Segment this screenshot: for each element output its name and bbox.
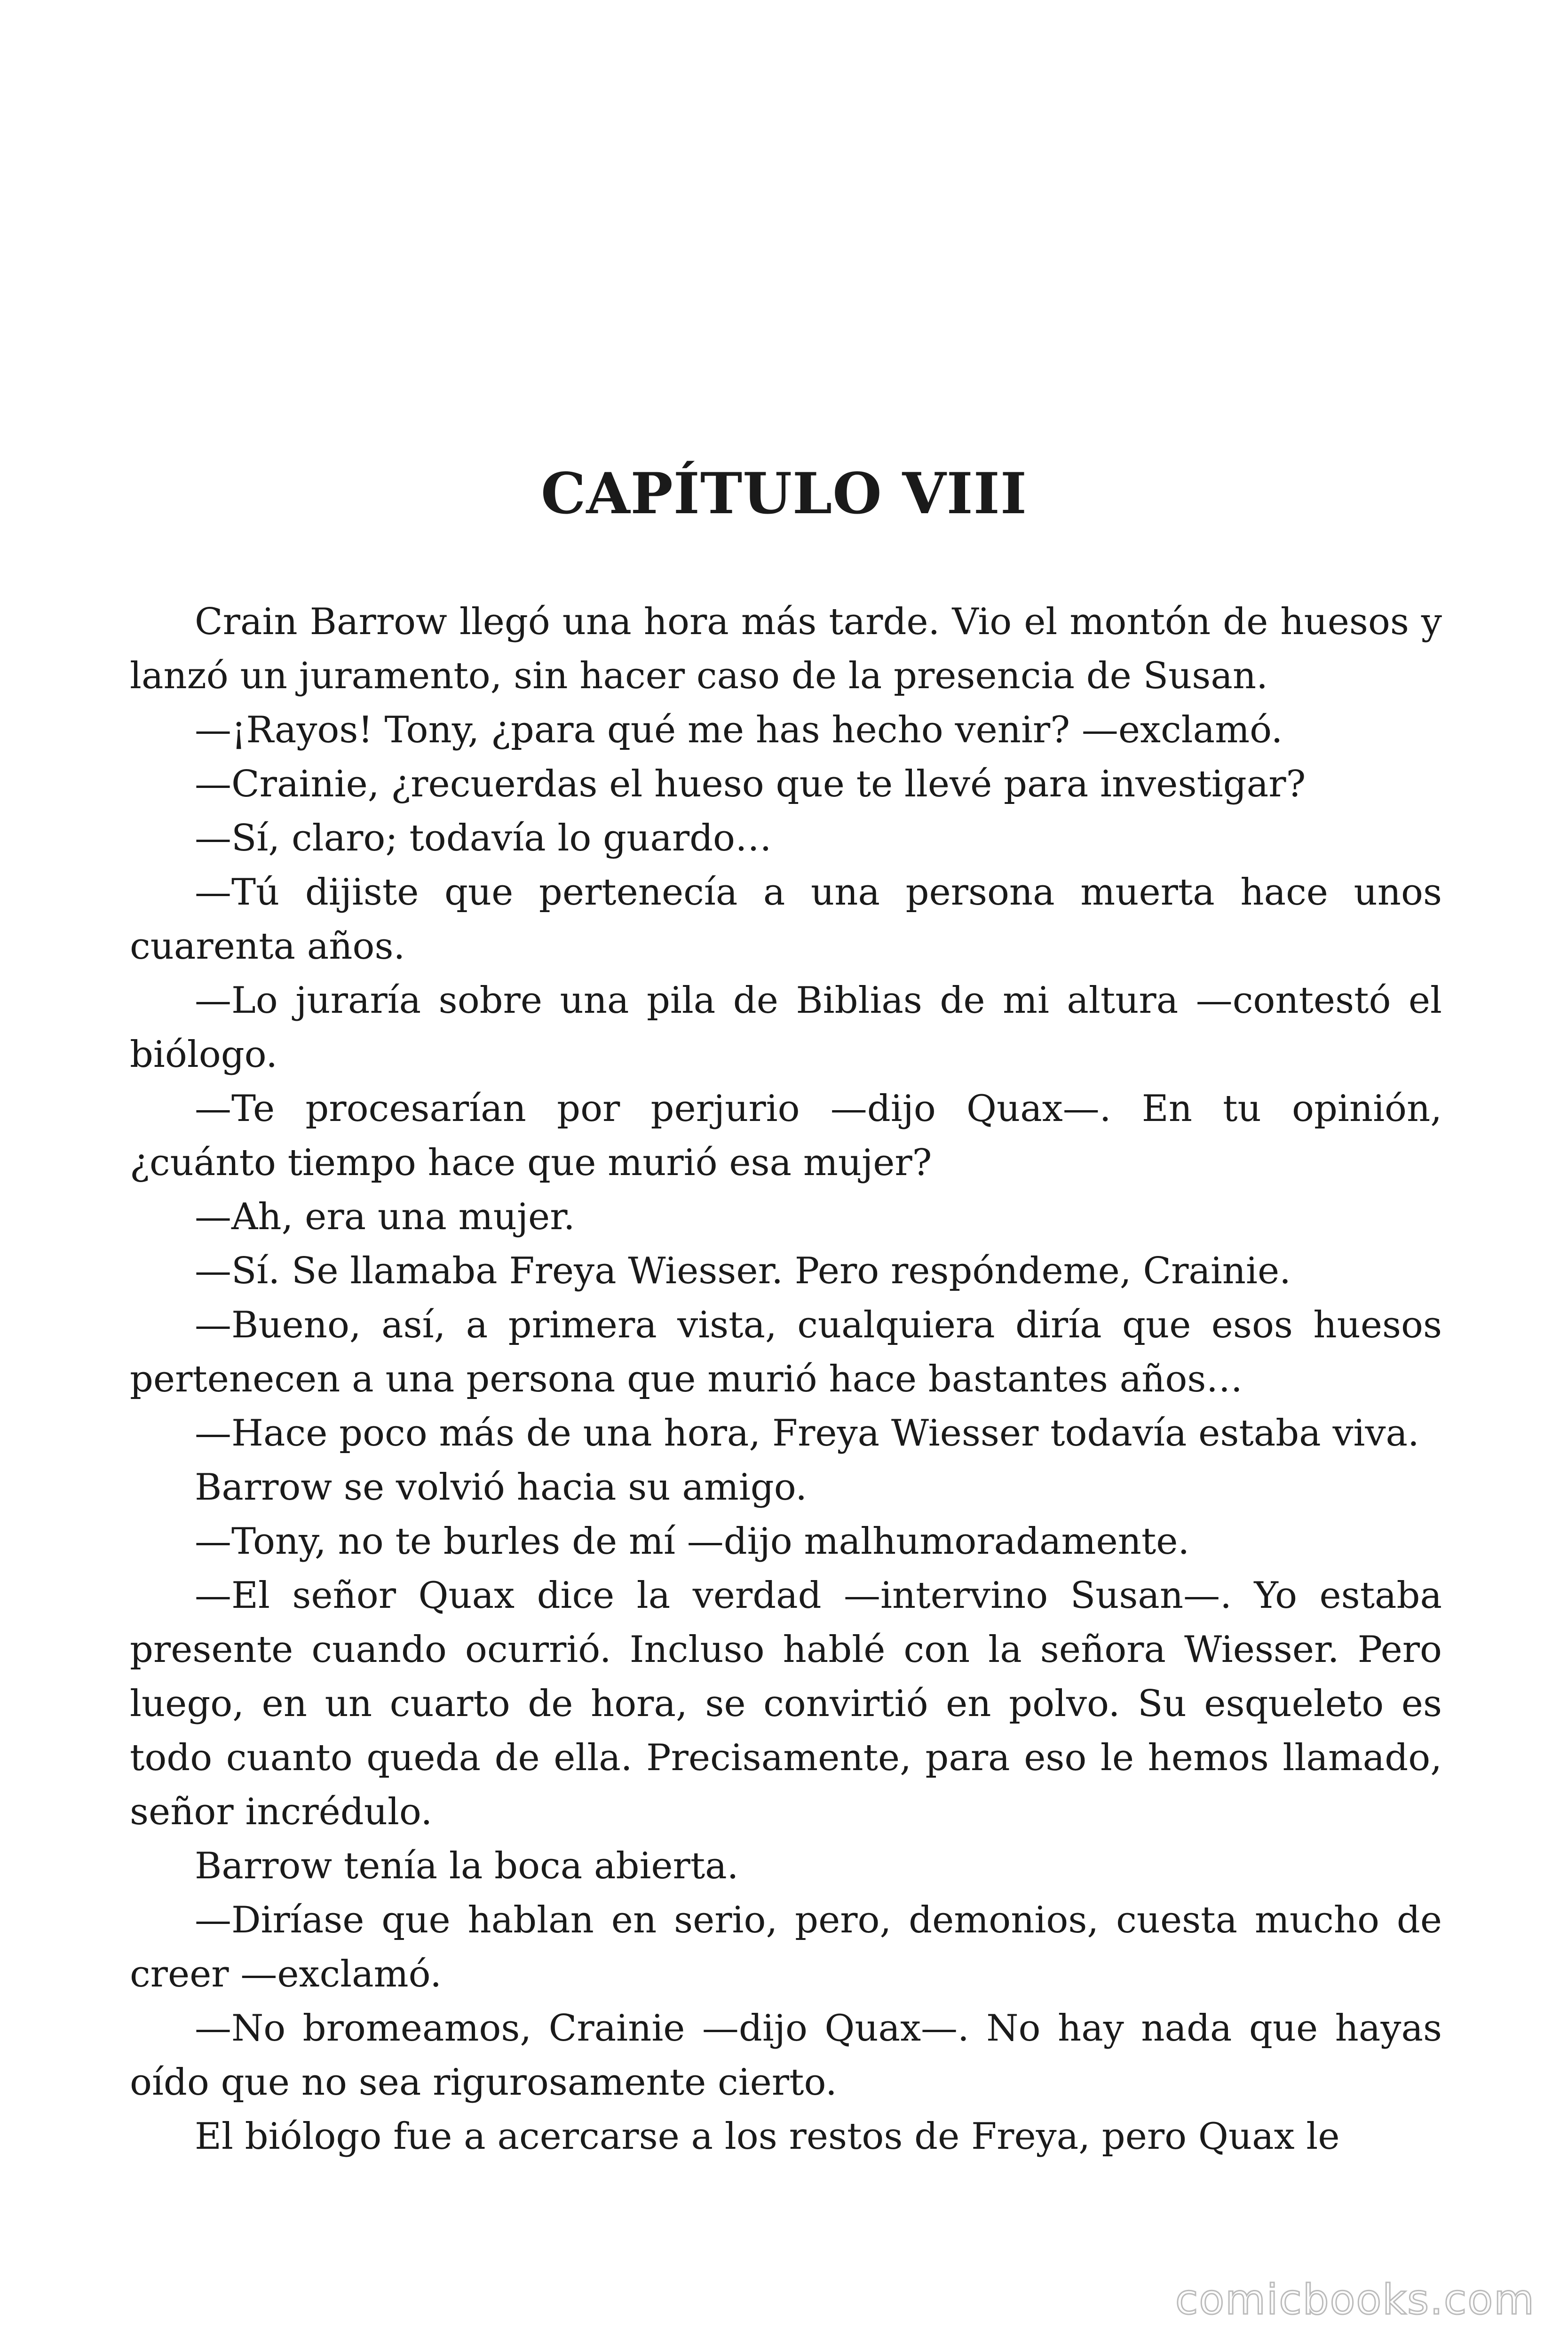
paragraph: —Diríase que hablan en serio, pero, demonios, cuesta mucho de creer —exclamó. bbox=[130, 1899, 1442, 1995]
paragraph: —Te procesarían por perjurio —dijo Quax—. En tu opinión, ¿cuánto tiempo hace que murió esa mujer? bbox=[130, 1088, 1442, 1184]
paragraph: —Bueno, así, a primera vista, cualquiera diría que esos huesos pertenecen a una persona que murió hace bastantes años… bbox=[130, 1304, 1442, 1400]
paragraph: —¡Rayos! Tony, ¿para qué me has hecho venir? —exclamó. bbox=[195, 709, 1283, 751]
paragraph: —Tú dijiste que pertenecía a una persona muerta hace unos cuarenta años. bbox=[130, 871, 1442, 968]
chapter-title: CAPÍTULO VIII bbox=[540, 461, 1028, 527]
paragraph: El biólogo fue a acercarse a los restos de Freya, pero Quax le bbox=[195, 2115, 1340, 2158]
paragraph: Barrow tenía la boca abierta. bbox=[195, 1845, 739, 1887]
paragraph: —No bromeamos, Crainie —dijo Quax—. No hay nada que hayas oído que no sea rigurosamente cierto. bbox=[130, 2007, 1442, 2104]
watermark: comicbooks.com bbox=[1175, 2275, 1535, 2324]
paragraph: —Sí. Se llamaba Freya Wiesser. Pero respóndeme, Crainie. bbox=[195, 1250, 1291, 1292]
paragraph: Crain Barrow llegó una hora más tarde. Vio el montón de huesos y lanzó un juramento, sin hacer caso de la presencia de Susan. bbox=[130, 601, 1442, 697]
paragraph: —Tony, no te burles de mí —dijo malhumoradamente. bbox=[195, 1520, 1190, 1563]
chapter-body bbox=[130, 595, 1442, 2164]
paragraph: —Lo juraría sobre una pila de Biblias de mi altura —contestó el biólogo. bbox=[130, 979, 1442, 1076]
paragraph: —Ah, era una mujer. bbox=[195, 1196, 575, 1238]
paragraph: —Hace poco más de una hora, Freya Wiesser todavía estaba viva. bbox=[195, 1412, 1419, 1454]
paragraph: —Crainie, ¿recuerdas el hueso que te llevé para investigar? bbox=[195, 763, 1306, 805]
paragraph: —El señor Quax dice la verdad —intervino Susan—. Yo estaba presente cuando ocurrió. Incluso hablé con la señora Wiesser. Pero luego, en un cuarto de hora, se convirtió en polvo. Su esqueleto es todo cuanto queda de ella. Precisamente, para eso le hemos llamado, señor incrédulo. bbox=[130, 1574, 1442, 1833]
paragraph: Barrow se volvió hacia su amigo. bbox=[195, 1466, 808, 1509]
paragraph: —Sí, claro; todavía lo guardo… bbox=[195, 817, 772, 859]
